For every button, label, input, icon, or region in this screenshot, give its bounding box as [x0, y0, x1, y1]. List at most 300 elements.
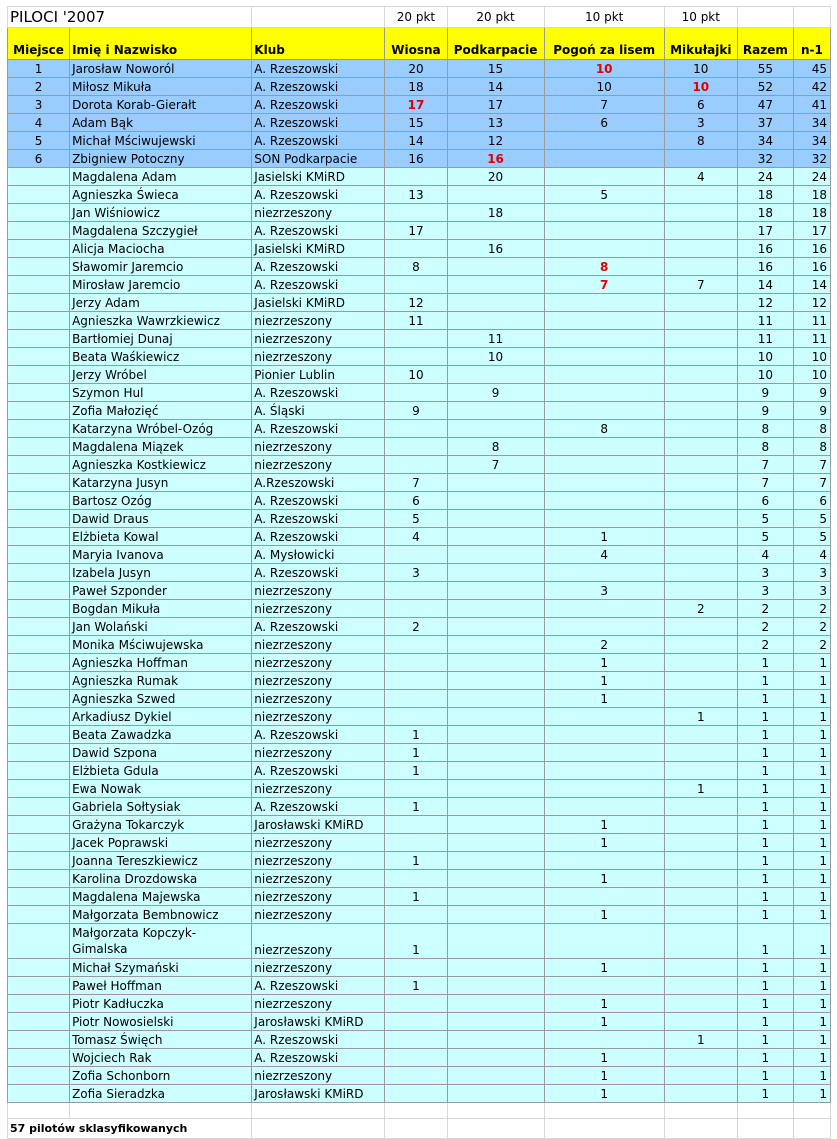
place-cell — [8, 420, 70, 438]
pogon-cell: 10 — [544, 78, 664, 96]
table-row — [8, 1067, 831, 1085]
header-row — [8, 28, 831, 60]
razem-cell: 1 — [737, 762, 793, 780]
wiosna-cell: 1 — [385, 762, 447, 780]
n1-cell: 4 — [793, 546, 830, 564]
place-cell — [8, 888, 70, 906]
name-cell: Beata Zawadzka — [70, 726, 252, 744]
n1-cell: 17 — [793, 222, 830, 240]
table-row — [8, 366, 831, 384]
pogon-cell: 1 — [544, 690, 664, 708]
name-cell: Arkadiusz Dykiel — [70, 708, 252, 726]
mikulajki-cell — [664, 762, 737, 780]
razem-cell: 1 — [737, 780, 793, 798]
mikulajki-cell — [664, 204, 737, 222]
table-row — [8, 780, 831, 798]
pogon-cell: 6 — [544, 114, 664, 132]
n1-cell: 14 — [793, 276, 830, 294]
podkarpacie-cell: 12 — [447, 132, 544, 150]
n1-cell: 16 — [793, 258, 830, 276]
wiosna-cell: 6 — [385, 492, 447, 510]
place-cell — [8, 564, 70, 582]
podkarpacie-cell — [447, 1049, 544, 1067]
pogon-cell — [544, 744, 664, 762]
place-cell — [8, 1031, 70, 1049]
place-cell — [8, 1067, 70, 1085]
table-row — [8, 654, 831, 672]
header-n1: n-1 — [793, 28, 830, 60]
razem-cell: 1 — [737, 690, 793, 708]
mikulajki-cell — [664, 888, 737, 906]
n1-cell: 45 — [793, 60, 830, 78]
name-cell: Katarzyna Wróbel-Ozóg — [70, 420, 252, 438]
mikulajki-cell: 10 — [664, 78, 737, 96]
mikulajki-cell — [664, 384, 737, 402]
pogon-cell — [544, 240, 664, 258]
name-cell: Tomasz Święch — [70, 1031, 252, 1049]
pogon-cell — [544, 456, 664, 474]
place-cell — [8, 636, 70, 654]
wiosna-cell — [385, 1031, 447, 1049]
table-row — [8, 456, 831, 474]
razem-cell: 10 — [737, 366, 793, 384]
club-cell: niezrzeszony — [252, 204, 385, 222]
wiosna-cell — [385, 348, 447, 366]
razem-cell: 9 — [737, 384, 793, 402]
wiosna-cell — [385, 690, 447, 708]
wiosna-cell — [385, 672, 447, 690]
pogon-cell: 1 — [544, 654, 664, 672]
pogon-cell: 1 — [544, 870, 664, 888]
club-cell: A. Rzeszowski — [252, 114, 385, 132]
wiosna-cell: 10 — [385, 366, 447, 384]
place-cell — [8, 402, 70, 420]
table-row — [8, 402, 831, 420]
podkarpacie-cell — [447, 636, 544, 654]
razem-cell: 1 — [737, 888, 793, 906]
n1-cell: 1 — [793, 708, 830, 726]
name-cell: Michał Szymański — [70, 959, 252, 977]
pogon-cell: 1 — [544, 906, 664, 924]
razem-cell: 1 — [737, 816, 793, 834]
razem-cell: 1 — [737, 959, 793, 977]
table-row — [8, 474, 831, 492]
pogon-cell: 4 — [544, 546, 664, 564]
mikulajki-cell — [664, 798, 737, 816]
pogon-cell: 10 — [544, 60, 664, 78]
club-cell: A. Rzeszowski — [252, 132, 385, 150]
header-razem: Razem — [737, 28, 793, 60]
podkarpacie-cell — [447, 708, 544, 726]
pogon-cell — [544, 888, 664, 906]
podkarpacie-cell — [447, 744, 544, 762]
table-row — [8, 690, 831, 708]
podkarpacie-cell — [447, 546, 544, 564]
mikulajki-cell — [664, 402, 737, 420]
table-row — [8, 168, 831, 186]
mikulajki-cell — [664, 1067, 737, 1085]
razem-cell: 1 — [737, 924, 793, 959]
n1-cell: 5 — [793, 528, 830, 546]
name-cell: Małgorzata Kopczyk-Gimalska — [70, 924, 252, 959]
pogon-cell — [544, 474, 664, 492]
header-miejsce: Miejsce — [8, 28, 70, 60]
razem-cell: 8 — [737, 420, 793, 438]
club-cell: A. Rzeszowski — [252, 528, 385, 546]
wiosna-cell: 20 — [385, 60, 447, 78]
n1-cell: 9 — [793, 402, 830, 420]
razem-cell: 1 — [737, 870, 793, 888]
place-cell — [8, 762, 70, 780]
club-cell: A. Rzeszowski — [252, 1031, 385, 1049]
header-name: Imię i Nazwisko — [70, 28, 252, 60]
podkarpacie-cell: 9 — [447, 384, 544, 402]
mikulajki-cell — [664, 186, 737, 204]
podkarpacie-cell — [447, 294, 544, 312]
name-cell: Agnieszka Hoffman — [70, 654, 252, 672]
mikulajki-cell — [664, 546, 737, 564]
club-cell: niezrzeszony — [252, 995, 385, 1013]
podkarpacie-cell — [447, 222, 544, 240]
n1-cell: 2 — [793, 600, 830, 618]
table-row — [8, 240, 831, 258]
n1-cell: 1 — [793, 726, 830, 744]
podkarpacie-cell — [447, 834, 544, 852]
club-cell: niezrzeszony — [252, 600, 385, 618]
pogon-cell: 1 — [544, 1085, 664, 1103]
n1-cell: 7 — [793, 474, 830, 492]
club-cell: Jarosławski KMiRD — [252, 1085, 385, 1103]
table-row — [8, 906, 831, 924]
wiosna-cell — [385, 1013, 447, 1031]
podkarpacie-cell — [447, 402, 544, 420]
mikulajki-cell — [664, 618, 737, 636]
wiosna-cell: 2 — [385, 618, 447, 636]
n1-cell: 1 — [793, 870, 830, 888]
razem-cell: 1 — [737, 852, 793, 870]
n1-cell: 5 — [793, 510, 830, 528]
wiosna-cell: 12 — [385, 294, 447, 312]
mikulajki-cell — [664, 672, 737, 690]
n1-cell: 34 — [793, 132, 830, 150]
podkarpacie-cell — [447, 959, 544, 977]
razem-cell: 1 — [737, 977, 793, 995]
mikulajki-cell — [664, 654, 737, 672]
pogon-cell: 3 — [544, 582, 664, 600]
table-row — [8, 582, 831, 600]
blank-cell — [737, 1119, 793, 1139]
mikulajki-cell: 2 — [664, 600, 737, 618]
pogon-cell — [544, 384, 664, 402]
place-cell — [8, 1013, 70, 1031]
wiosna-cell: 16 — [385, 150, 447, 168]
table-row — [8, 762, 831, 780]
mikulajki-cell — [664, 222, 737, 240]
blank-cell — [70, 1103, 252, 1119]
table-row — [8, 1085, 831, 1103]
place-cell — [8, 366, 70, 384]
blank-cell — [385, 1103, 447, 1119]
table-row — [8, 798, 831, 816]
wiosna-cell: 17 — [385, 222, 447, 240]
n1-cell: 6 — [793, 492, 830, 510]
wiosna-cell — [385, 438, 447, 456]
club-cell: niezrzeszony — [252, 906, 385, 924]
place-cell: 1 — [8, 60, 70, 78]
pogon-cell: 8 — [544, 420, 664, 438]
points-wiosna: 20 pkt — [385, 7, 447, 28]
table-row — [8, 132, 831, 150]
razem-cell: 10 — [737, 348, 793, 366]
club-cell: A. Rzeszowski — [252, 384, 385, 402]
mikulajki-cell — [664, 744, 737, 762]
name-cell: Miłosz Mikuła — [70, 78, 252, 96]
n1-cell: 8 — [793, 420, 830, 438]
n1-cell: 2 — [793, 636, 830, 654]
place-cell — [8, 186, 70, 204]
pogon-cell: 8 — [544, 258, 664, 276]
blank-cell — [252, 1119, 385, 1139]
wiosna-cell — [385, 995, 447, 1013]
mikulajki-cell — [664, 1049, 737, 1067]
wiosna-cell: 14 — [385, 132, 447, 150]
podkarpacie-cell — [447, 798, 544, 816]
mikulajki-cell — [664, 420, 737, 438]
name-cell: Paweł Szponder — [70, 582, 252, 600]
n1-cell: 1 — [793, 995, 830, 1013]
n1-cell: 1 — [793, 977, 830, 995]
pogon-cell — [544, 312, 664, 330]
table-row — [8, 294, 831, 312]
n1-cell: 1 — [793, 816, 830, 834]
wiosna-cell: 3 — [385, 564, 447, 582]
podkarpacie-cell — [447, 995, 544, 1013]
podkarpacie-cell: 13 — [447, 114, 544, 132]
razem-cell: 11 — [737, 312, 793, 330]
n1-cell: 16 — [793, 240, 830, 258]
table-row — [8, 546, 831, 564]
place-cell — [8, 276, 70, 294]
n1-cell: 1 — [793, 798, 830, 816]
razem-cell: 1 — [737, 672, 793, 690]
pogon-cell — [544, 1031, 664, 1049]
n1-cell: 1 — [793, 852, 830, 870]
club-cell: A. Mysłowicki — [252, 546, 385, 564]
razem-cell: 3 — [737, 582, 793, 600]
podkarpacie-cell: 10 — [447, 348, 544, 366]
club-cell: niezrzeszony — [252, 438, 385, 456]
razem-cell: 11 — [737, 330, 793, 348]
podkarpacie-cell — [447, 780, 544, 798]
podkarpacie-cell — [447, 510, 544, 528]
mikulajki-cell — [664, 816, 737, 834]
n1-cell: 1 — [793, 780, 830, 798]
podkarpacie-cell: 16 — [447, 150, 544, 168]
club-cell: niezrzeszony — [252, 852, 385, 870]
razem-cell: 32 — [737, 150, 793, 168]
razem-cell: 7 — [737, 474, 793, 492]
wiosna-cell: 1 — [385, 977, 447, 995]
name-cell: Szymon Hul — [70, 384, 252, 402]
n1-cell: 1 — [793, 654, 830, 672]
place-cell — [8, 708, 70, 726]
name-cell: Jerzy Wróbel — [70, 366, 252, 384]
name-cell: Dawid Draus — [70, 510, 252, 528]
place-cell — [8, 438, 70, 456]
podkarpacie-cell — [447, 186, 544, 204]
wiosna-cell — [385, 780, 447, 798]
header-wiosna: Wiosna — [385, 28, 447, 60]
podkarpacie-cell — [447, 726, 544, 744]
pogon-cell: 1 — [544, 834, 664, 852]
razem-cell: 24 — [737, 168, 793, 186]
name-cell: Agnieszka Świeca — [70, 186, 252, 204]
name-cell: Elżbieta Gdula — [70, 762, 252, 780]
name-cell: Bartłomiej Dunaj — [70, 330, 252, 348]
club-cell: niezrzeszony — [252, 690, 385, 708]
club-cell: niezrzeszony — [252, 312, 385, 330]
mikulajki-cell — [664, 924, 737, 959]
place-cell — [8, 204, 70, 222]
sheet-title: PILOCI '2007 — [8, 7, 252, 28]
razem-cell: 12 — [737, 294, 793, 312]
razem-cell: 17 — [737, 222, 793, 240]
name-cell: Paweł Hoffman — [70, 977, 252, 995]
name-cell: Jarosław Noworól — [70, 60, 252, 78]
club-cell: niezrzeszony — [252, 582, 385, 600]
club-cell: niezrzeszony — [252, 654, 385, 672]
podkarpacie-cell: 14 — [447, 78, 544, 96]
pogon-cell — [544, 977, 664, 995]
pogon-cell: 1 — [544, 528, 664, 546]
place-cell — [8, 348, 70, 366]
blank-cell — [793, 1103, 830, 1119]
table-row — [8, 114, 831, 132]
name-cell: Piotr Kadłuczka — [70, 995, 252, 1013]
place-cell — [8, 906, 70, 924]
wiosna-cell: 4 — [385, 528, 447, 546]
table-row — [8, 492, 831, 510]
n1-cell: 10 — [793, 366, 830, 384]
name-cell: Grażyna Tokarczyk — [70, 816, 252, 834]
blank-cell — [544, 1103, 664, 1119]
blank-cell — [793, 1119, 830, 1139]
table-row — [8, 528, 831, 546]
club-cell: niezrzeszony — [252, 888, 385, 906]
place-cell: 3 — [8, 96, 70, 114]
club-cell: Pionier Lublin — [252, 366, 385, 384]
podkarpacie-cell — [447, 474, 544, 492]
podkarpacie-cell — [447, 1067, 544, 1085]
name-cell: Beata Waśkiewicz — [70, 348, 252, 366]
mikulajki-cell: 8 — [664, 132, 737, 150]
name-cell: Jerzy Adam — [70, 294, 252, 312]
wiosna-cell: 15 — [385, 114, 447, 132]
club-cell: Jasielski KMiRD — [252, 294, 385, 312]
name-cell: Małgorzata Bembnowicz — [70, 906, 252, 924]
name-cell: Alicja Maciocha — [70, 240, 252, 258]
razem-cell: 14 — [737, 276, 793, 294]
n1-cell: 1 — [793, 744, 830, 762]
podkarpacie-cell — [447, 312, 544, 330]
razem-cell: 3 — [737, 564, 793, 582]
points-podkarpacie: 20 pkt — [447, 7, 544, 28]
pogon-cell: 1 — [544, 995, 664, 1013]
place-cell — [8, 672, 70, 690]
blank-cell — [737, 1103, 793, 1119]
club-cell: niezrzeszony — [252, 834, 385, 852]
mikulajki-cell — [664, 636, 737, 654]
table-row — [8, 60, 831, 78]
club-cell: niezrzeszony — [252, 636, 385, 654]
club-cell: Jarosławski KMiRD — [252, 816, 385, 834]
pogon-cell: 1 — [544, 1067, 664, 1085]
n1-cell: 24 — [793, 168, 830, 186]
wiosna-cell — [385, 456, 447, 474]
pogon-cell — [544, 852, 664, 870]
razem-cell: 1 — [737, 834, 793, 852]
place-cell — [8, 222, 70, 240]
pogon-cell — [544, 492, 664, 510]
podkarpacie-cell — [447, 906, 544, 924]
n1-cell: 18 — [793, 186, 830, 204]
table-row — [8, 186, 831, 204]
blank-cell — [793, 7, 830, 28]
n1-cell: 8 — [793, 438, 830, 456]
name-cell: Bartosz Ozóg — [70, 492, 252, 510]
razem-cell: 4 — [737, 546, 793, 564]
table-row — [8, 977, 831, 995]
header-pogon: Pogoń za lisem — [544, 28, 664, 60]
table-row — [8, 636, 831, 654]
podkarpacie-cell: 20 — [447, 168, 544, 186]
razem-cell: 9 — [737, 402, 793, 420]
table-row — [8, 564, 831, 582]
razem-cell: 34 — [737, 132, 793, 150]
name-cell: Magdalena Adam — [70, 168, 252, 186]
wiosna-cell — [385, 834, 447, 852]
name-cell: Monika Mściwujewska — [70, 636, 252, 654]
table-row — [8, 258, 831, 276]
place-cell — [8, 924, 70, 959]
mikulajki-cell — [664, 906, 737, 924]
club-cell: Jarosławski KMiRD — [252, 1013, 385, 1031]
n1-cell: 1 — [793, 1085, 830, 1103]
pogon-cell — [544, 330, 664, 348]
place-cell — [8, 528, 70, 546]
mikulajki-cell: 1 — [664, 708, 737, 726]
pogon-cell — [544, 564, 664, 582]
header-podkarpacie: Podkarpacie — [447, 28, 544, 60]
mikulajki-cell — [664, 294, 737, 312]
podkarpacie-cell — [447, 1085, 544, 1103]
mikulajki-cell — [664, 474, 737, 492]
club-cell: A. Rzeszowski — [252, 798, 385, 816]
pogon-cell — [544, 798, 664, 816]
mikulajki-cell — [664, 456, 737, 474]
pogon-cell — [544, 600, 664, 618]
podkarpacie-cell — [447, 618, 544, 636]
pogon-cell: 1 — [544, 1013, 664, 1031]
podkarpacie-cell — [447, 276, 544, 294]
n1-cell: 1 — [793, 1031, 830, 1049]
pogon-cell — [544, 438, 664, 456]
name-cell: Magdalena Majewska — [70, 888, 252, 906]
table-row — [8, 276, 831, 294]
wiosna-cell — [385, 959, 447, 977]
podkarpacie-cell — [447, 816, 544, 834]
n1-cell: 32 — [793, 150, 830, 168]
